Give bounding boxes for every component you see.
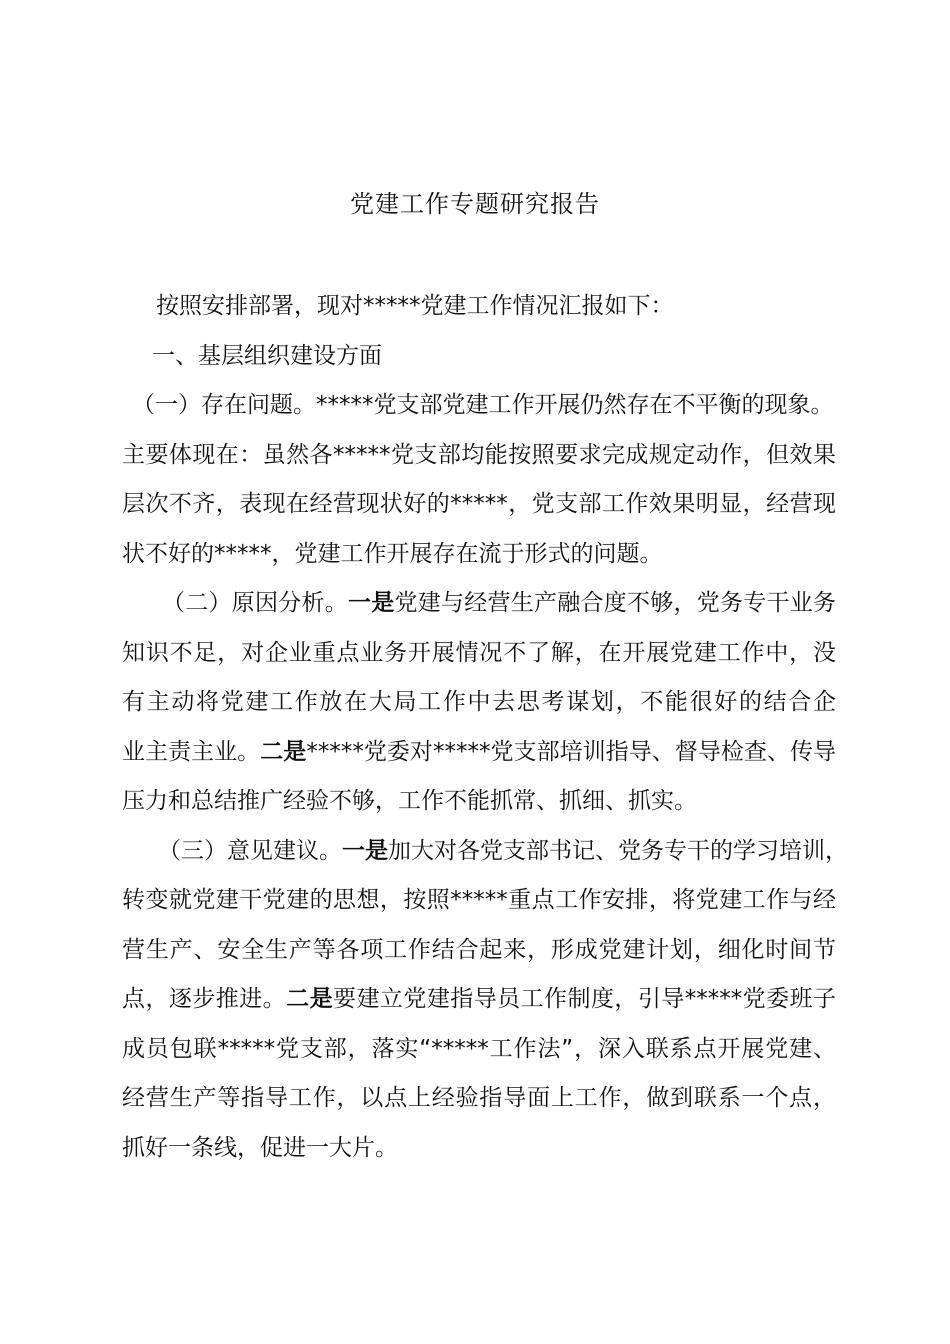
paragraph-suggestions [122, 827, 848, 1174]
intro-paragraph: 按照安排部署，现对*****党建工作情况汇报如下： [156, 293, 674, 319]
paragraph-line: 转变就党建干党建的思想，按照*****重点工作安排，将党建工作与经 [122, 887, 836, 913]
causes-text: 党建与经营生产融合度不够，党务专干业务 [394, 590, 836, 616]
suggestions-label: （三）意见建议。 [158, 837, 342, 864]
paragraph-line: 状不好的*****，党建工作开展存在流于形式的问题。 [122, 540, 663, 567]
paragraph-line: 经营生产等指导工作，以点上经验指导面上工作，做到联系一个点， [122, 1085, 836, 1111]
paragraph-line: 抓好一条线，促进一大片。 [122, 1134, 398, 1161]
paragraph-line [122, 827, 848, 877]
paragraph-line: 层次不齐，表现在经营现状好的*****，党支部工作效果明显，经营现 [122, 491, 836, 517]
point-one-label: 一是 [348, 590, 395, 616]
paragraph-line: 营生产、安全生产等各项工作结合起来，形成党建计划，细化时间节 [122, 936, 836, 963]
suggestions-text: 要建立党建指导员工作制度，引导*****党委班子 [333, 986, 837, 1012]
suggestions-text: 点，逐步推进。 [122, 986, 287, 1012]
paragraph-problems [122, 381, 836, 579]
point-one-label: 一是 [342, 837, 388, 864]
causes-label: （二）原因分析。 [162, 590, 348, 616]
suggestions-text: 加大对各党支部书记、党务专干的学习培训， [388, 837, 848, 864]
paragraph-line: 有主动将党建工作放在大局工作中去思考谋划，不能很好的结合企 [122, 689, 836, 715]
paragraph-line [122, 728, 836, 778]
causes-text: *****党委对*****党支部培训指导、督导检查、传导 [306, 738, 837, 765]
section-heading: 一、基层组织建设方面 [152, 342, 382, 369]
point-two-label: 二是 [286, 986, 334, 1012]
paragraph-line: （一）存在问题。*****党支部党建工作开展仍然存在不平衡的现象。 [132, 392, 834, 418]
paragraph-line: 知识不足，对企业重点业务开展情况不了解，在开展党建工作中，没 [122, 639, 836, 666]
paragraph-line [122, 579, 836, 629]
paragraph-line: 主要体现在：虽然各*****党支部均能按照要求完成规定动作，但效果 [122, 441, 836, 468]
paragraph-causes [122, 579, 836, 827]
document-body [122, 282, 848, 1173]
document-title: 党建工作专题研究报告 [350, 190, 600, 218]
paragraph-line: 压力和总结推广经验不够，工作不能抓常、抓细、抓实。 [122, 788, 697, 814]
point-two-label: 二是 [260, 738, 307, 765]
paragraph-line: 成员包联*****党支部，落实“*****工作法”，深入联系点开展党建、 [122, 1035, 836, 1062]
paragraph-line [122, 975, 836, 1025]
causes-text: 业主责主业。 [122, 738, 261, 765]
